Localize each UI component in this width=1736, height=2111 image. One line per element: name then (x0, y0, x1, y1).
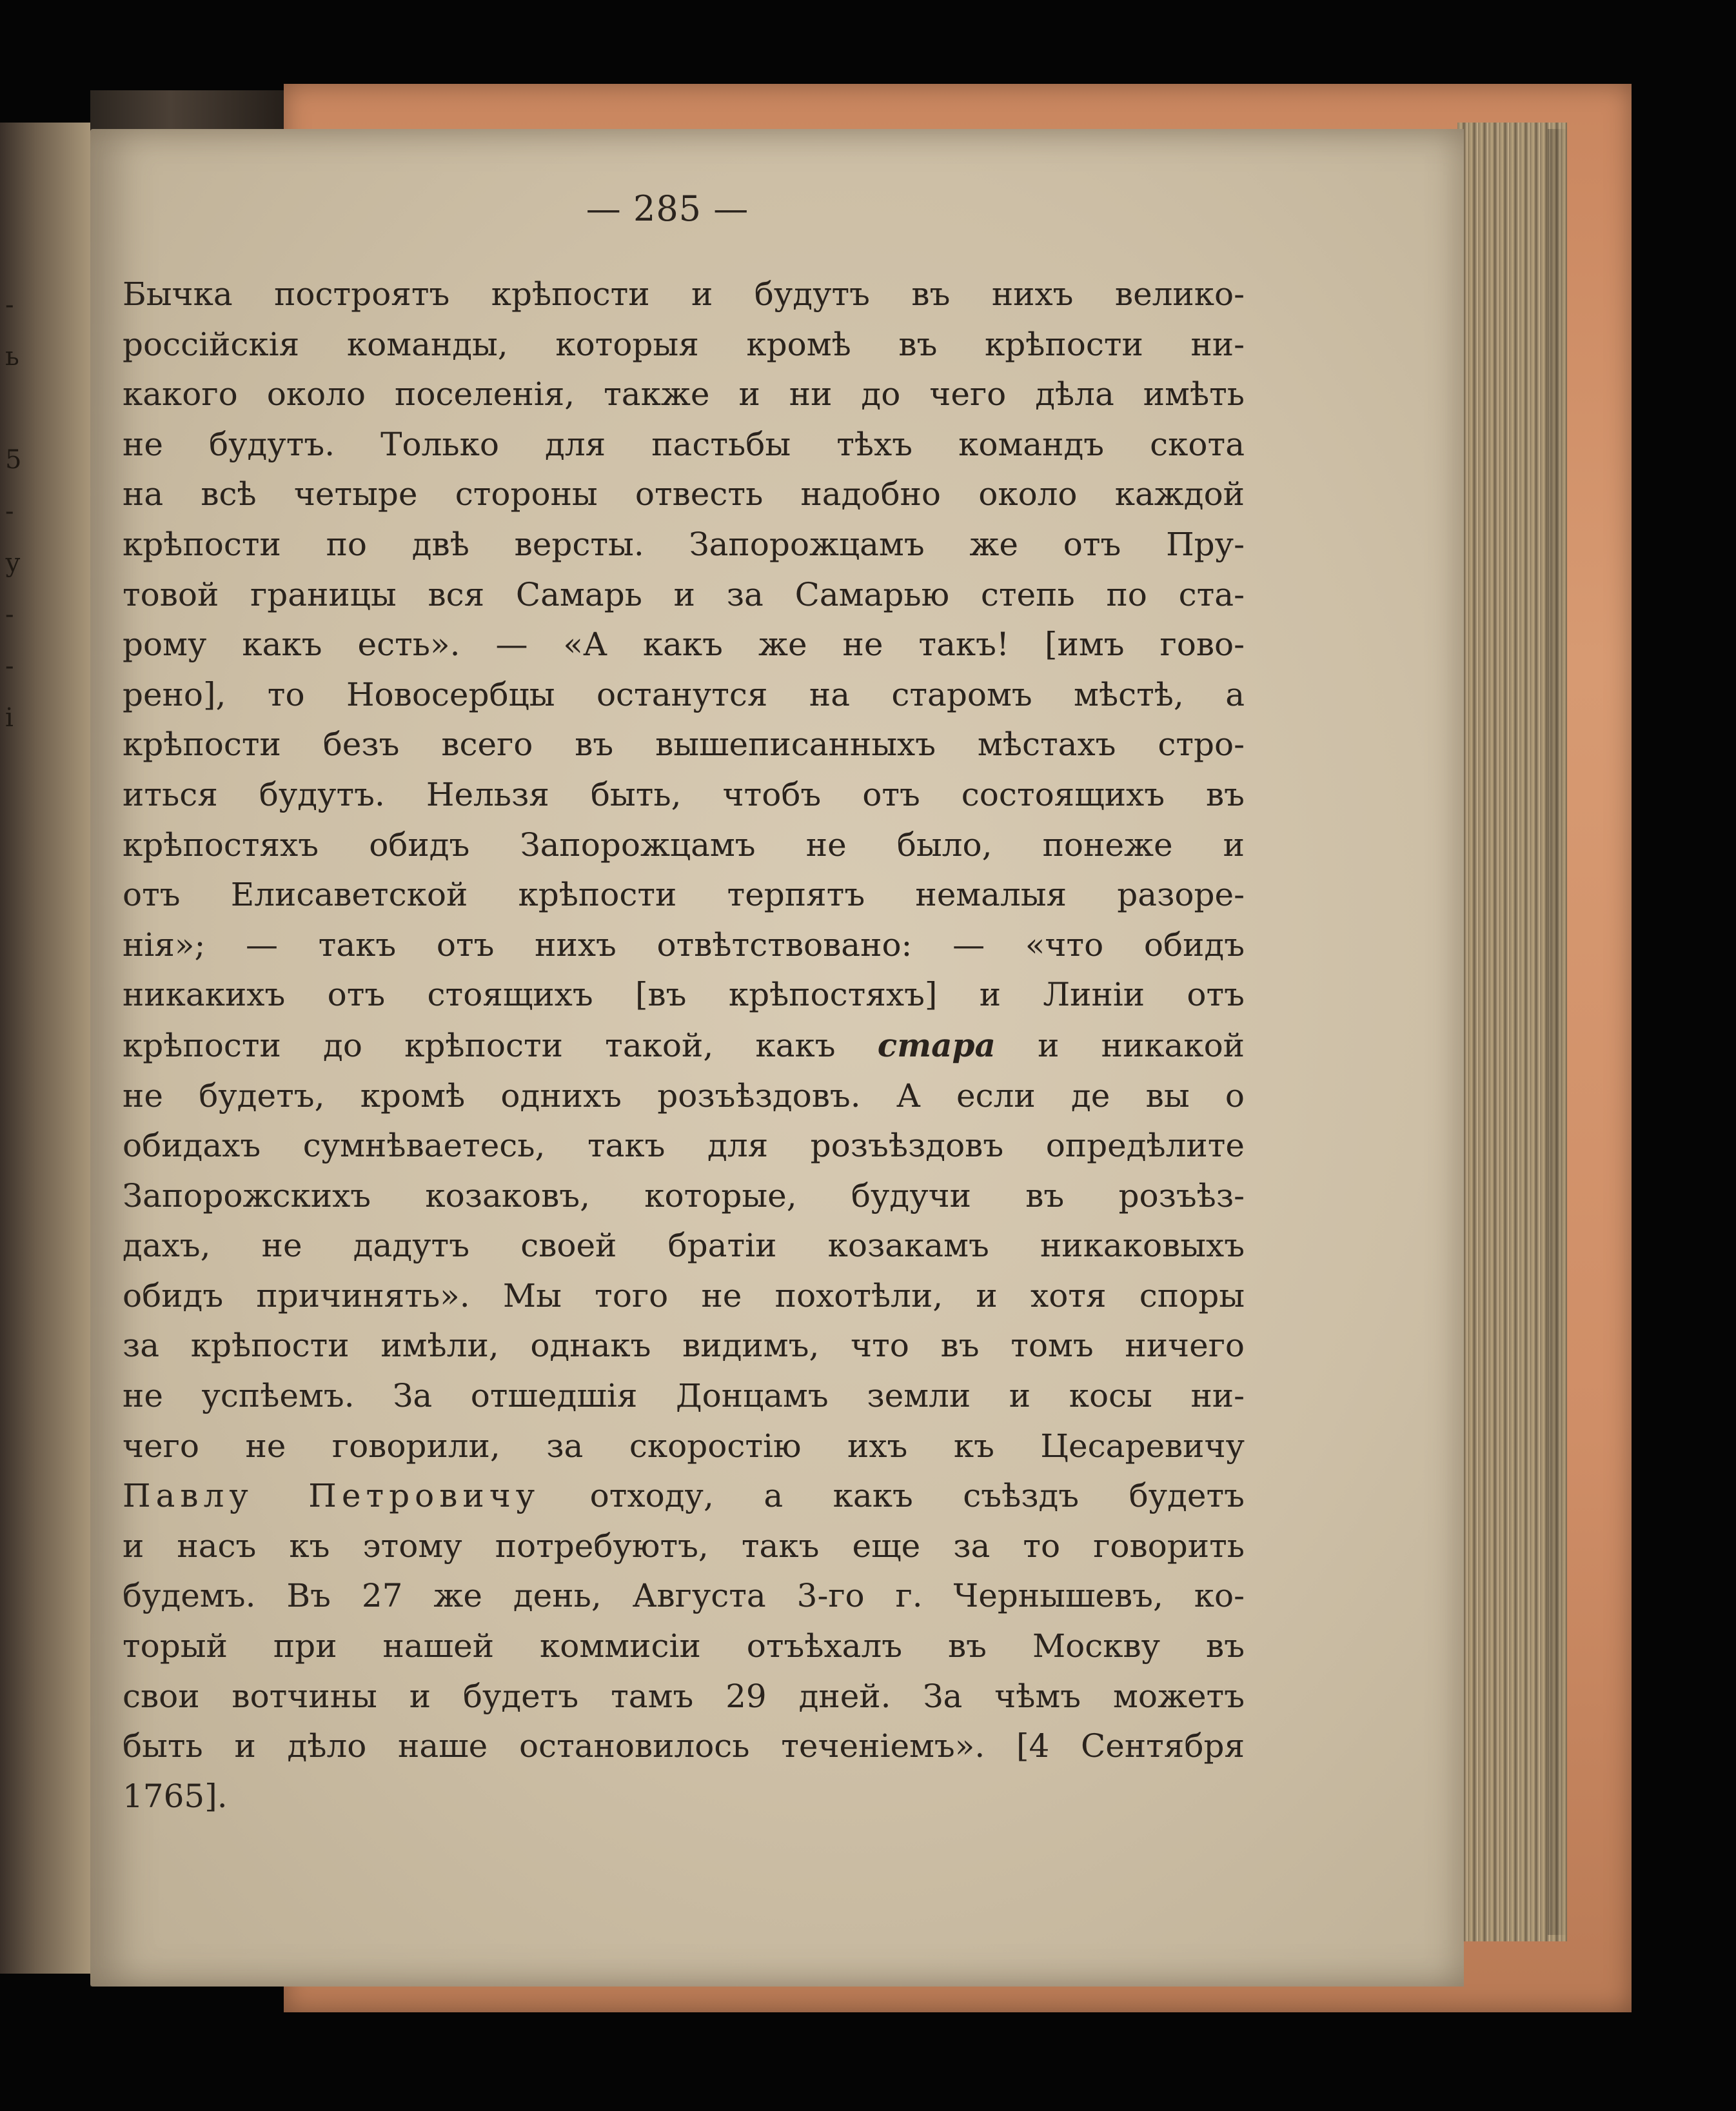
text-line (123, 1422, 1245, 1472)
text-run: за крѣпости имѣли, однакъ видимъ, что въ томъ ничего (123, 1327, 1245, 1365)
text-run: крѣпости безъ всего въ вышеписанныхъ мѣстахъ стро- (123, 726, 1245, 764)
page-number: — 285 — (586, 188, 749, 229)
text-line (123, 1471, 1245, 1521)
page-edges-shadow (1548, 129, 1567, 1935)
text-run: не будетъ, кромѣ однихъ розъѣздовъ. А если де вы о (123, 1076, 1245, 1115)
text-run: Бычка построятъ крѣпости и будутъ въ нихъ велико- (123, 275, 1245, 313)
text-run: и насъ къ этому потребуютъ, такъ еще за то говорить (123, 1527, 1245, 1565)
left-page-glyph: - (5, 651, 14, 681)
text-line (123, 1271, 1245, 1322)
text-line (123, 720, 1245, 770)
left-page-glyph: у (5, 548, 21, 578)
text-line (123, 820, 1245, 871)
text-run: 1765]. (123, 1777, 228, 1815)
page-body-text (123, 270, 1245, 1821)
text-line (123, 870, 1245, 920)
italic-emphasis: стара (877, 1026, 996, 1064)
text-run: обидъ причинять». Мы того не похотѣли, и хотя споры (123, 1276, 1245, 1314)
text-line (123, 1672, 1245, 1722)
text-line (123, 320, 1245, 370)
text-run: чего не говорили, за скоростію ихъ къ Цесаревичу (123, 1427, 1245, 1465)
text-line (123, 370, 1245, 420)
text-line (123, 570, 1245, 620)
text-run: крѣпости до крѣпости такой, какъ (123, 1026, 878, 1064)
text-line (123, 1721, 1245, 1772)
text-run: быть и дѣло наше остановилось теченіемъ». [4 Сентября (123, 1727, 1245, 1765)
left-page-glyph: - (5, 600, 14, 629)
text-line (123, 920, 1245, 971)
text-line (123, 670, 1245, 720)
text-line (123, 270, 1245, 320)
text-run: рому какъ есть». — «А какъ же не такъ! [имъ гово- (123, 626, 1245, 664)
left-page-glyph: 5 (5, 445, 22, 475)
text-run: товой границы вся Самарь и за Самарью степь по ста- (123, 575, 1245, 613)
spaced-name: Павлу Петровичу (123, 1477, 540, 1515)
text-line (123, 770, 1245, 820)
text-run: иться будутъ. Нельзя быть, чтобъ отъ состоящихъ въ (123, 775, 1245, 813)
text-run: будемъ. Въ 27 же день, Августа 3-го г. Чернышевъ, ко- (123, 1577, 1245, 1615)
text-line (123, 1221, 1245, 1271)
text-line (123, 420, 1245, 470)
text-run: нія»; — такъ отъ нихъ отвѣтствовано: — «что обидъ (123, 926, 1245, 964)
text-line (123, 1521, 1245, 1572)
text-line (123, 1571, 1245, 1621)
text-line (123, 520, 1245, 570)
text-line (123, 970, 1245, 1020)
left-page-glyph: - (5, 290, 14, 320)
text-run: крѣпости по двѣ версты. Запорожцамъ же отъ Пру- (123, 525, 1245, 563)
text-run: дахъ, не дадутъ своей братіи козакамъ никаковыхъ (123, 1227, 1245, 1265)
text-run: не успѣемъ. За отшедшія Донцамъ земли и косы ни- (123, 1377, 1245, 1415)
text-line (123, 1772, 1245, 1822)
text-run: на всѣ четыре стороны отвесть надобно около каждой (123, 475, 1245, 513)
left-page-glyph: - (5, 497, 14, 526)
text-run: россійскія команды, которыя кромѣ въ крѣпости ни- (123, 325, 1245, 363)
text-run: крѣпостяхъ обидъ Запорожцамъ не было, понеже и (123, 826, 1245, 864)
text-run: какого около поселенія, также и ни до чего дѣла имѣть (123, 375, 1245, 413)
text-run: никакихъ отъ стоящихъ [въ крѣпостяхъ] и Линіи отъ (123, 976, 1245, 1014)
text-line (123, 1371, 1245, 1422)
text-run: торый при нашей коммисіи отъѣхалъ въ Москву въ (123, 1627, 1245, 1665)
left-page-edge (0, 123, 90, 1974)
text-run: обидахъ сумнѣваетесь, такъ для розъѣздовъ опредѣлите (123, 1127, 1245, 1165)
text-run: свои вотчины и будетъ тамъ 29 дней. За чѣмъ можетъ (123, 1677, 1245, 1715)
text-line (123, 1171, 1245, 1222)
text-line (123, 1121, 1245, 1171)
text-line (123, 470, 1245, 520)
text-run: рено], то Новосербцы останутся на старомъ мѣстѣ, а (123, 675, 1245, 713)
text-line (123, 1621, 1245, 1672)
left-page-glyph: ь (5, 342, 19, 372)
book-page (90, 129, 1464, 1987)
text-run: отходу, а какъ съѣздъ будетъ (540, 1477, 1245, 1515)
left-page-glyph: і (5, 703, 14, 733)
text-run: Запорожскихъ козаковъ, которые, будучи въ розъѣз- (123, 1176, 1245, 1214)
text-run: не будутъ. Только для пастьбы тѣхъ командъ скота (123, 425, 1245, 463)
text-line (123, 1071, 1245, 1122)
text-run: и никакой (995, 1026, 1245, 1064)
text-run: отъ Елисаветской крѣпости терпятъ немалыя разоре- (123, 876, 1245, 914)
text-line (123, 1020, 1245, 1071)
text-line (123, 620, 1245, 670)
text-line (123, 1321, 1245, 1371)
